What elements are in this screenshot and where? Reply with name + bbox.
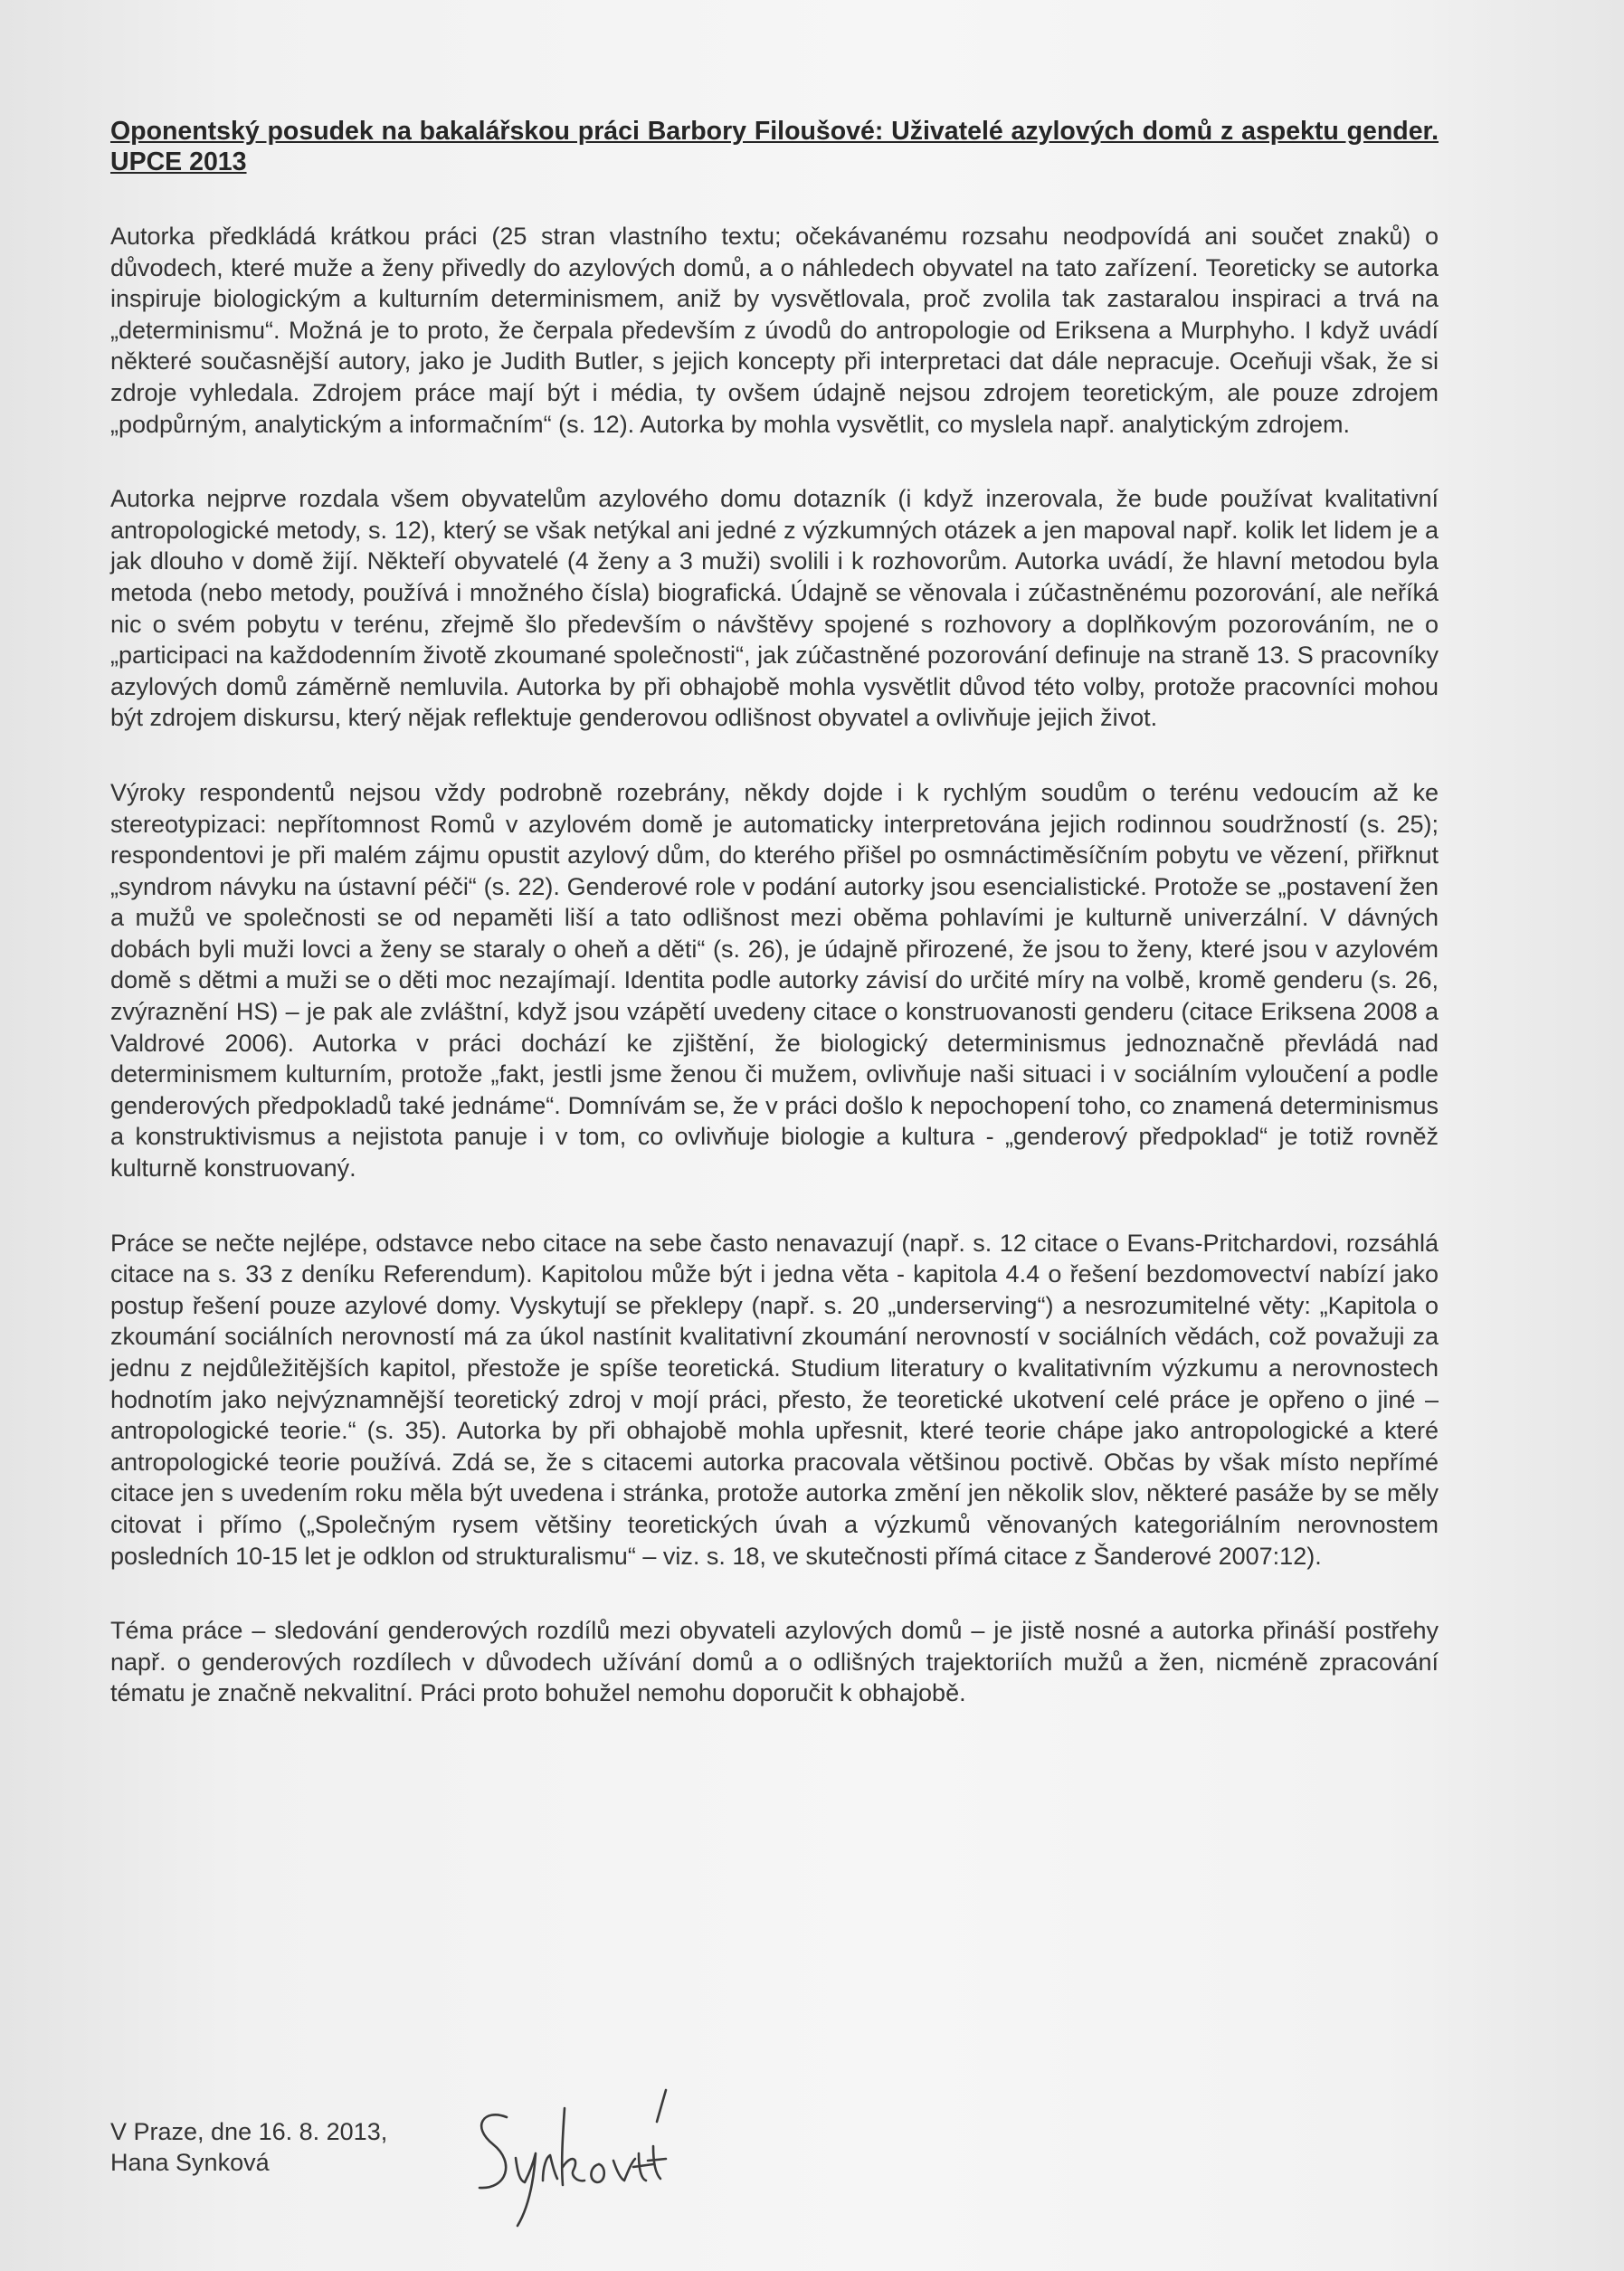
author-name: Hana Synková [110,2149,270,2176]
paragraph-5: Téma práce – sledování genderových rozdílů mezi obyvateli azylových domů – je jistě nosné a autorka přináší postřehy např. o genderových rozdílech v důvodech užívání domů a o odlišných trajektoriích mužů a žen, nicméně zpracování tématu je značně nekvalitní. Práci proto bohužel nemohu doporučit k obhajobě. [110,1617,1439,1707]
closing-block [110,2116,387,2178]
paragraph-3: Výroky respondentů nejsou vždy podrobně rozebrány, někdy dojde i k rychlým soudům o terénu vedoucím až ke stereotypizaci: nepřítomnost Romů v azylovém domě je automaticky interpretována jejich rodinnou soudržností (s. 25); respondentovi je při malém zájmu opustit azylový dům, do kterého přišel po osmnáctiměsíčním pobytu ve vězení, přiřknut „syndrom návyku na ústavní péči“ (s. 22). Genderové role v podání autorky jsou esencialistické. Protože se „postavení žen a mužů ve společnosti se od nepaměti liší a tato odlišnost mezi oběma pohlavími je kulturně univerzální. V dávných dobách byli muži lovci a ženy se staraly o oheň a děti“ (s. 26), je údajně přirozené, že jsou to ženy, které jsou v azylovém domě s dětmi a muži se o děti moc nezajímají. Identita podle autorky závisí do určité míry na volbě, kromě genderu (s. 26, zvýraznění HS) – je pak ale zvláštní, když jsou vzápětí uvedeny citace o konstruovanosti genderu (citace Eriksena 2008 a Valdrové 2006). Autorka v práci dochází ke zjištění, že biologický determinismus jednoznačně převládá nad determinismem kulturním, protože „fakt, jestli jsme ženou či mužem, ovlivňuje naši situaci i v sociálním vyloučení a podle genderových předpokladů také jednáme“. Domnívám se, že v práci došlo k nepochopení toho, co znamená determinismus a konstruktivismus a nejistota panuje i v tom, co ovlivňuje biologie a kultura - „genderový předpoklad“ je totiž rovněž kulturně konstruovaný. [110,778,1439,1183]
paragraph-4: Práce se nečte nejlépe, odstavce nebo citace na sebe často nenavazují (např. s. 12 citace o Evans-Pritchardovi, rozsáhlá citace na s. 33 z deníku Referendum). Kapitolou může být i jedna věta - kapitola 4.4 o řešení bezdomovectví nabízí jako postup řešení pouze azylové domy. Vyskytují se překlepy (např. s. 20 „underserving“) a nesrozumitelné věty: „Kapitola o zkoumání sociálních nerovností má za úkol nastínit kvalitativní zkoumání nerovností v sociálních vědách, což považuji za jednu z nejdůležitějších kapitol, přestože je spíše teoretická. Studium literatury o kvalitativním výzkumu a nerovnostech hodnotím jako nejvýznamnější teoretický zdroj v mojí práci, přesto, že teoretické ukotvení celé práce je opřeno o jiné – antropologické teorie.“ (s. 35). Autorka by při obhajobě mohla upřesnit, které teorie chápe jako antropologické a které antropologické teorie používá. Zdá se, že s citacemi autorka pracovala většinou poctivě. Občas by však místo nepřímé citace jen s uvedením roku měla být uvedena i stránka, protože autorka změní jen několik slov, některé pasáže by se měly citovat i přímo („Společným rysem většiny teoretických úvah a výzkumů věnovaných kategoriálním nerovnostem posledních 10-15 let je odklon od strukturalismu“ – viz. s. 18, ve skutečnosti přímá citace z Šanderové 2007:12). [110,1229,1439,1570]
place-date: V Praze, dne 16. 8. 2013, [110,2118,388,2145]
document-title: Oponentský posudek na bakalářskou práci Barbory Filoušové: Uživatelé azylových domů z aspektu gender. UPCE 2013 [110,117,1439,176]
document-body [110,116,1439,1753]
handwritten-signature [452,2081,688,2235]
paragraph-2: Autorka nejprve rozdala všem obyvatelům azylového domu dotazník (i když inzerovala, že bude používat kvalitativní antropologické metody, s. 12), který se však netýkal ani jedné z výzkumných otázek a jen mapoval např. kolik let lidem je a jak dlouho v domě žijí. Někteří obyvatelé (4 ženy a 3 muži) svolili i k rozhovorům. Autorka uvádí, že hlavní metodou byla metoda (nebo metody, používá i množného čísla) biografická. Údajně se věnovala i zúčastněnému pozorování, ale neříká nic o svém pobytu v terénu, zřejmě šlo především o návštěvy spojené s rozhovory a doplňkovým pozorováním, ne o „participaci na každodenním životě zkoumané společnosti“, jak zúčastněné pozorování definuje na straně 13. S pracovníky azylových domů záměrně nemluvila. Autorka by při obhajobě mohla vysvětlit důvod této volby, protože pracovníci mohou být zdrojem diskursu, který nějak reflektuje genderovou odlišnost obyvatel a ovlivňuje jejich život. [110,485,1439,732]
paragraph-1: Autorka předkládá krátkou práci (25 stran vlastního textu; očekávanému rozsahu neodpovídá ani součet znaků) o důvodech, které muže a ženy přivedly do azylových domů, a o náhledech obyvatel na tato zařízení. Teoreticky se autorka inspiruje biologickým a kulturním determinismem, aniž by vysvětlovala, proč zvolila tak zastaralou inspiraci a trvá na „determinismu“. Možná je to proto, že čerpala především z úvodů do antropologie od Eriksena a Murphyho. I když uvádí některé současnější autory, jako je Judith Butler, s jejich koncepty při interpretaci dat dále nepracuje. Oceňuji však, že si zdroje vyhledala. Zdrojem práce mají být i média, ty ovšem údajně nejsou zdrojem teoretickým, ale pouze zdrojem „podpůrným, analytickým a informačním“ (s. 12). Autorka by mohla vysvětlit, co myslela např. analytickým zdrojem. [110,223,1439,438]
